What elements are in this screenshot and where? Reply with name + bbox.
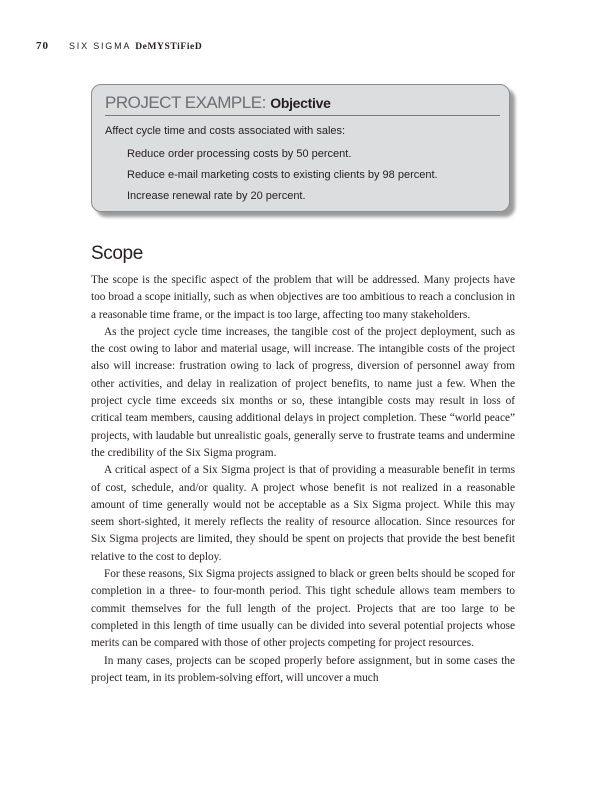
project-example-box [91,84,510,212]
objective-intro: Affect cycle time and costs associated with sales: [105,125,346,137]
book-title: SIX SIGMA [69,41,132,51]
body-text [91,272,515,687]
project-example-label: PROJECT EXAMPLE: [105,93,266,112]
paragraph: The scope is the specific aspect of the problem that will be addressed. Many projects have too broad a scope initially, such as when objectives are too ambitious to reach a conclusion in a reasonable time frame, or the impact is too large, affecting too many stakeholders. [91,274,515,321]
project-example-heading [105,93,500,116]
paragraph: A critical aspect of a Six Sigma project is that of providing a measurable benefit in terms of cost, schedule, and/or quality. A project whose benefit is not realized in a reasonable amount of time generally would not be acceptable as a Six Sigma project. While this may seem short-sighted, it merely reflects the reality of resource allocation. Since resources for Six Sigma projects are limited, they should be spent on projects that provide the best benefit relative to the cost to deploy. [91,464,515,563]
project-example-subtitle: Objective [270,95,331,111]
book-title-suffix: DeMYSTiFieD [135,42,203,52]
paragraph: For these reasons, Six Sigma projects assigned to black or green belts should be scoped for completion in a three- to four-month period. This tight schedule allows team members to commit themselves for the full length of the project. Projects that are too large to be completed in this length of time usually can be divided into several potential projects whose merits can be compared with those of other projects competing for project resources. [91,568,515,650]
running-header [36,40,202,52]
objective-item: Increase renewal rate by 20 percent. [127,190,306,202]
paragraph: As the project cycle time increases, the tangible cost of the project deployment, such as the cost owing to labor and material usage, will increase. The intangible costs of the project also will increase: frustration owing to lack of progress, diversion of personnel away from other activities, and delay in realization of project benefits, to name just a few. When the project cycle time exceeds six months or so, these intangible costs may result in loss of critical team members, causing additional delays in project completion. These “world peace” projects, with laudable but unrealistic goals, generally serve to frustrate teams and undermine the credibility of the Six Sigma program. [91,325,515,459]
objective-item: Reduce order processing costs by 50 percent. [127,148,352,160]
objective-item: Reduce e-mail marketing costs to existing clients by 98 percent. [127,169,438,181]
page-number: 70 [36,40,49,52]
paragraph: In many cases, projects can be scoped properly before assignment, but in some cases the project team, in its problem-solving effort, will uncover a much [91,654,515,684]
section-heading: Scope [91,243,143,264]
